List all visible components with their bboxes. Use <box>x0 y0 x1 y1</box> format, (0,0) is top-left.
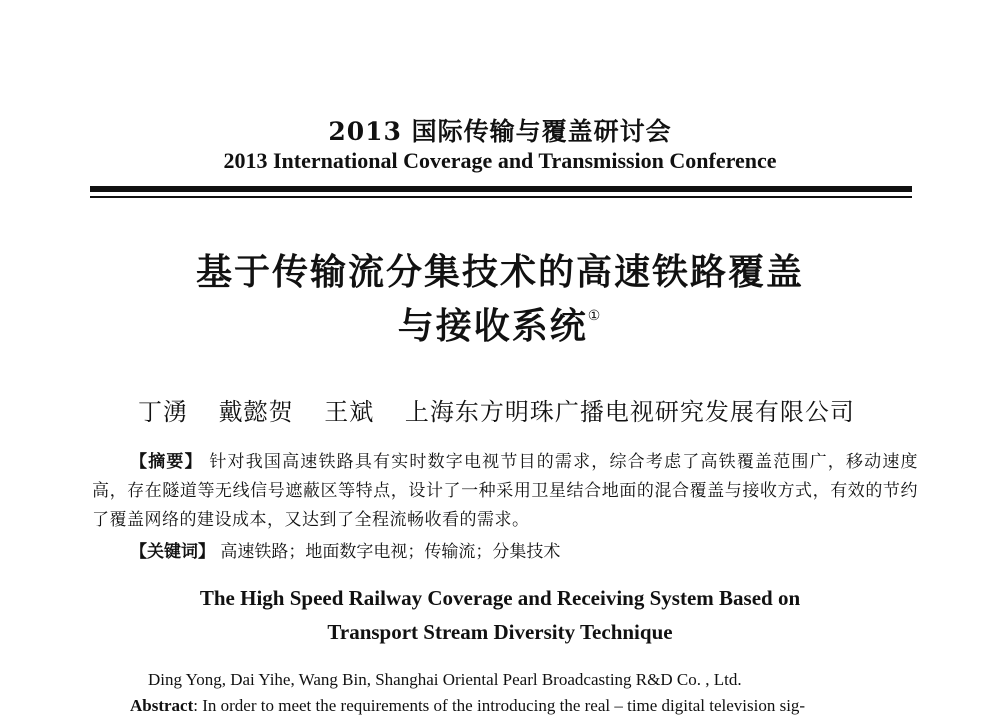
keywords-text-cn: 高速铁路；地面数字电视；传输流；分集技术 <box>220 542 561 562</box>
footnote-mark: ① <box>587 308 603 324</box>
paper-title-en-line2: Transport Stream Diversity Technique <box>327 620 673 644</box>
keywords-cn <box>130 537 560 562</box>
conference-title-cn: 2013 国际传输与覆盖研讨会 <box>328 117 672 146</box>
author-name: 王斌 <box>324 398 375 426</box>
abstract-label-en: Abstract <box>130 696 194 715</box>
affiliation-cn: 上海东方明珠广播电视研究发展有限公司 <box>404 398 855 426</box>
paper-title-cn-line2-text: 与接收系统 <box>397 306 588 347</box>
author-line-en: Ding Yong, Dai Yihe, Wang Bin, Shanghai Oriental Pearl Broadcasting R&D Co. , Ltd. <box>148 670 742 689</box>
paper-title-cn-line1: 基于传输流分集技术的高速铁路覆盖 <box>195 252 804 293</box>
author-name: 戴懿贺 <box>218 398 294 426</box>
author-line-cn <box>138 392 869 427</box>
abstract-cn <box>92 448 918 535</box>
paper-title-cn-line2 <box>0 298 1000 349</box>
header-rule-thin <box>90 196 912 198</box>
abstract-text-cn: 针对我国高速铁路具有实时数字电视节目的需求，综合考虑了高铁覆盖范围广，移动速度高，存在隧道等无线信号遮蔽区等特点，设计了一种采用卫星结合地面的混合覆盖与接收方式，有效的节约了覆盖网络的建设成本，又达到了全程流畅收看的需求。 <box>92 452 919 530</box>
paper-title-en-line1: The High Speed Railway Coverage and Receiving System Based on <box>199 586 801 610</box>
abstract-en <box>130 696 805 716</box>
abstract-text-en: : In order to meet the requirements of the introducing the real – time digital television sig- <box>193 696 806 715</box>
keywords-label-cn: 【关键词】 <box>130 542 215 562</box>
abstract-label-cn: 【摘要】 <box>130 452 203 472</box>
conference-title-en: 2013 International Coverage and Transmission Conference <box>223 148 777 173</box>
author-name: 丁湧 <box>138 398 188 426</box>
header-rule-thick <box>90 186 912 192</box>
